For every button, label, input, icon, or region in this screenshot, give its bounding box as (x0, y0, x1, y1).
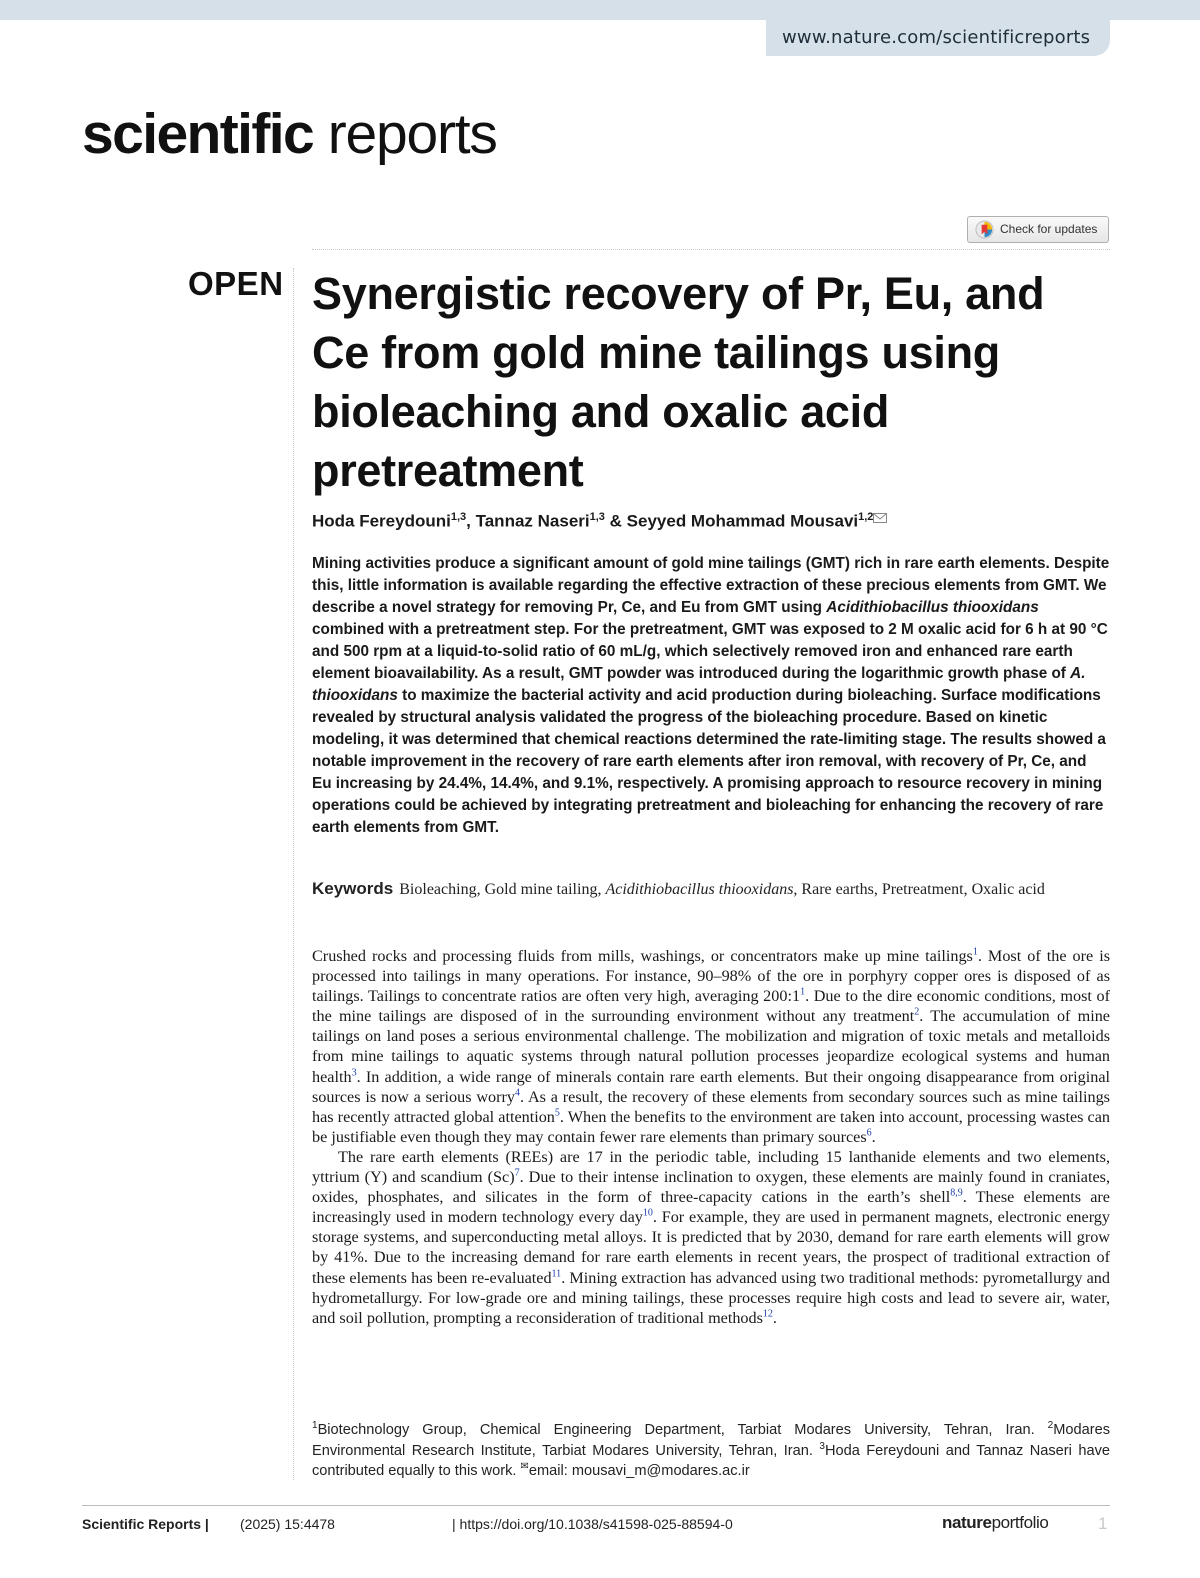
crossmark-icon (975, 220, 994, 239)
footer-journal: Scientific Reports | (82, 1516, 209, 1532)
abstract-species: Acidithiobacillus thiooxidans (826, 599, 1039, 616)
logo-light: reports (327, 102, 497, 166)
body-text: . As a result, the recovery of these elements from secondary sources such as mine tailings has recently attracted global attention (312, 1087, 1110, 1126)
reference-link[interactable]: 10 (642, 1207, 653, 1219)
abstract-species: A. thiooxidans (312, 665, 1086, 704)
brand-light: portfolio (991, 1513, 1049, 1532)
body-text: . (772, 1308, 777, 1327)
author-affiliation: 1,3 (589, 511, 605, 523)
envelope-icon[interactable] (873, 513, 887, 523)
author-affiliation: 1,3 (450, 511, 467, 523)
body-text: . When the benefits to the environment are taken into account, processing wastes can be justifiable even though they may contain fewer rare elements than primary sources (312, 1107, 1110, 1146)
keywords-species: Acidithiobacillus thiooxidans (605, 881, 794, 898)
logo-bold: scientific (82, 102, 314, 166)
keywords (312, 878, 1110, 901)
reference-link[interactable]: 4 (514, 1087, 520, 1099)
affiliation-number: 3 (819, 1440, 825, 1452)
affiliation-number: 1 (312, 1420, 318, 1432)
reference-link[interactable]: 3 (351, 1067, 357, 1079)
reference-link[interactable]: 11 (551, 1268, 562, 1280)
author-list (312, 511, 887, 532)
affiliations (312, 1420, 1110, 1482)
affiliation-number: 2 (1047, 1420, 1054, 1432)
author-name[interactable]: Hoda Fereydouni (312, 511, 451, 531)
journal-logo[interactable] (82, 96, 497, 172)
nature-portfolio-logo (942, 1513, 1048, 1533)
envelope-icon: ✉ (520, 1461, 529, 1473)
keywords-text: , Rare earths, Pretreatment, Oxalic acid (793, 881, 1045, 898)
check-updates-button[interactable] (967, 216, 1109, 243)
author-affiliation: 1,2 (858, 511, 874, 523)
footer-divider (82, 1505, 1110, 1506)
margin-divider (293, 268, 294, 1480)
check-updates-label: Check for updates (1000, 222, 1098, 236)
author-separator: , (466, 511, 476, 531)
abstract-text: combined with a pretreatment step. For the pretreatment, GMT was exposed to 2 M oxalic acid for 6 h at 90 °C and 500 rpm at a liquid-to-solid ratio of 60 mL/g, which selectively removed iron and enhanced rare earth element bioavailability. As a result, GMT powder was introduced during the logarithmic growth phase of (312, 621, 1108, 682)
body-text: . Due to the dire economic conditions, most of the mine tailings are disposed of in the surrounding environment without any treatment (312, 987, 1111, 1026)
title-divider (312, 249, 1110, 250)
reference-link[interactable]: 1 (800, 986, 806, 998)
body-text: . In addition, a wide range of minerals contain rare earth elements. But their ongoing disappearance from original sources is now a serious worry (312, 1067, 1110, 1106)
footer-issue: (2025) 15:4478 (240, 1516, 335, 1532)
body-text: Crushed rocks and processing fluids from mills, washings, or concentrators make up mine tailings (312, 947, 973, 965)
article-title: Synergistic recovery of Pr, Eu, and Ce from gold mine tailings using bioleaching and oxalic acid pretreatment (312, 268, 1045, 496)
abstract-text: Mining activities produce a significant amount of gold mine tailings (GMT) rich in rare earth elements. Despite this, little information is available regarding the effective extraction of these precious elements from GMT. We describe a novel strategy for removing Pr, Ce, and Eu from GMT using (312, 555, 1110, 616)
journal-url[interactable]: www.nature.com/scientificreports (766, 20, 1110, 56)
reference-link[interactable]: 8,9 (950, 1187, 963, 1199)
reference-link[interactable]: 6 (866, 1127, 872, 1139)
paragraph-2 (312, 1147, 1110, 1328)
keywords-text: Bioleaching, Gold mine tailing, (399, 881, 606, 898)
author-name[interactable]: Seyyed Mohammad Mousavi (626, 511, 859, 531)
body-text: . Mining extraction has advanced using two traditional methods: pyrometallurgy and hydrometallurgy. For low-grade ore and mining tailings, these processes require high costs and lead to severe air, water, and soil pollution, prompting a reconsideration of traditional methods (312, 1268, 1110, 1327)
corresponding-email[interactable]: email: mousavi_m@modares.ac.ir (528, 1463, 750, 1479)
abstract-text: to maximize the bacterial activity and acid production during bioleaching. Surface modifications revealed by structural analysis validated the progress of the bioleaching procedure. Based on kinetic modeling, it was determined that chemical reactions determined the rate-limiting stage. The results showed a notable improvement in the recovery of rare earth elements after iron removal, with recovery of Pr, Ce, and Eu increasing by 24.4%, 14.4%, and 9.1%, respectively. A promising approach to resource recovery in mining operations could be achieved by integrating pretreatment and bioleaching for enhancing the recovery of rare earth elements from GMT. (312, 687, 1106, 836)
author-name[interactable]: Tannaz Naseri (475, 511, 590, 531)
body-text: . Most of the ore is processed into tailings in many operations. For instance, 90–98% of the ore in porphyry copper ores is disposed of as tailings. Tailings to concentrate ratios are often very high, averaging 200:1 (312, 947, 1110, 1006)
affiliation-text: Hoda Fereydouni and Tannaz Naseri have contributed equally to this work. (312, 1442, 1110, 1479)
affiliation-text: Biotechnology Group, Chemical Engineering Department, Tarbiat Modares University, Tehran, Iran. (317, 1422, 1048, 1438)
brand-bold: nature (942, 1513, 992, 1532)
abstract (312, 553, 1110, 839)
introduction (312, 946, 1110, 1328)
body-text: The rare earth elements (REEs) are 17 in the periodic table, including 15 lanthanide elements and two elements, yttrium (Y) and scandium (Sc) (312, 1147, 1110, 1187)
page-number: 1 (1098, 1514, 1108, 1533)
open-access-label: OPEN (188, 265, 284, 302)
reference-link[interactable]: 2 (914, 1006, 920, 1018)
body-text: . Due to their intense inclination to oxygen, these elements are mainly found in craniates, oxides, phosphates, and silicates in the form of three-capacity cations in the earth’s shell (312, 1168, 1110, 1207)
keywords-label: Keywords (312, 879, 394, 898)
body-text: . These elements are increasingly used in modern technology every day (312, 1188, 1110, 1227)
body-text: . For example, they are used in permanent magnets, electronic energy storage systems, and superconducting metal alloys. It is predicted that by 2030, demand for rare earth elements will grow by 41%. Due to the increasing demand for rare earth elements in recent years, the prospect of traditional extraction of these elements has been re-evaluated (312, 1208, 1110, 1287)
paragraph-1 (312, 946, 1110, 1147)
body-text: . The accumulation of mine tailings on land poses a serious environmental challenge. The mobilization and migration of toxic metals and metalloids from mine tailings to aquatic systems through natural pollution processes jeopardize ecological systems and human health (312, 1007, 1110, 1086)
reference-link[interactable]: 12 (762, 1308, 773, 1320)
reference-link[interactable]: 5 (554, 1107, 560, 1119)
footer-doi-link[interactable]: | https://doi.org/10.1038/s41598-025-88594-0 (452, 1516, 733, 1532)
author-separator: & (604, 511, 627, 531)
reference-link[interactable]: 7 (514, 1167, 520, 1179)
affiliation-text: Modares Environmental Research Institute, Tarbiat Modares University, Tehran, Iran. (312, 1422, 1110, 1459)
header-band (0, 0, 1200, 20)
reference-link[interactable]: 1 (972, 946, 978, 958)
body-text: . (871, 1127, 876, 1146)
